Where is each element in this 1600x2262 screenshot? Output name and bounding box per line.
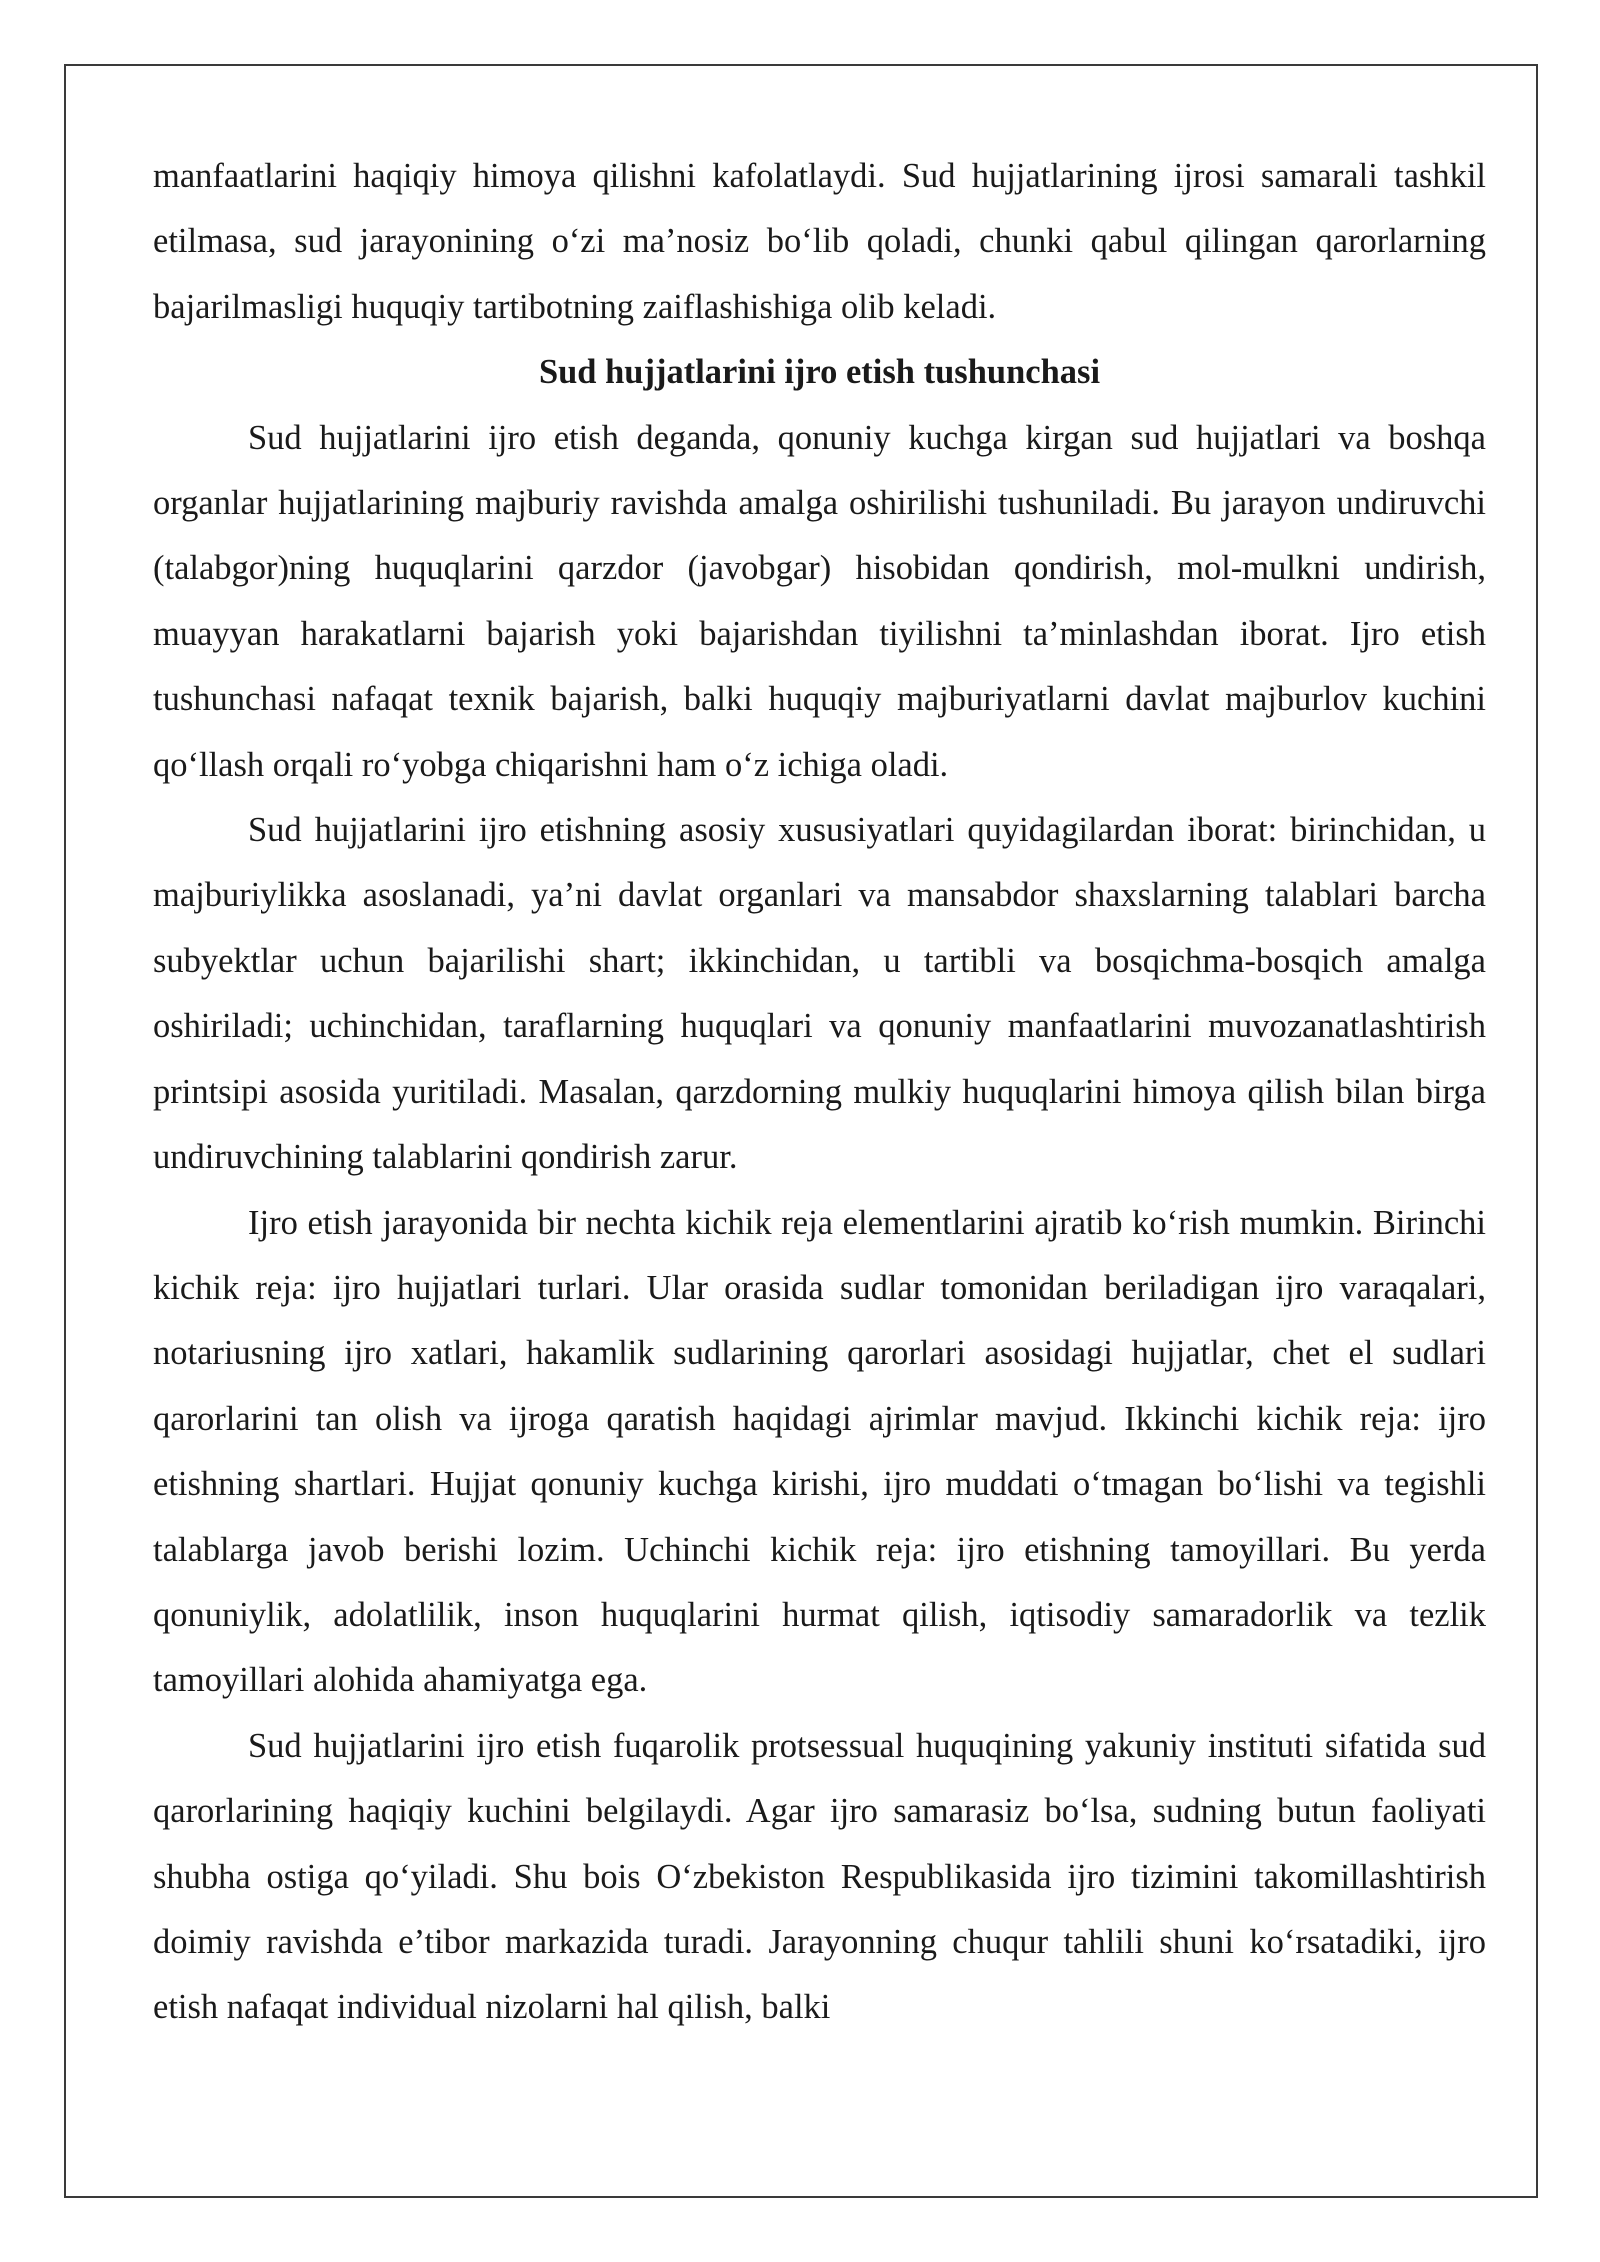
intro-paragraph: manfaatlarini haqiqiy himoya qilishni kafolatlaydi. Sud hujjatlarining ijrosi samarali tashkil etilmasa, sud jarayonining o‘zi ma’nosiz bo‘lib qoladi, chunki qabul qilingan qarorlarning bajarilmasligi huquqiy tartibotning zaiflashishiga olib keladi. [153, 157, 1486, 326]
paragraph-features: Sud hujjatlarini ijro etishning asosiy xususiyatlari quyidagilardan iborat: birinchidan, u majburiylikka asoslanadi, ya’ni davlat organlari va mansabdor shaxslarning talablari barcha subyektlar uchun bajarilishi shart; ikkinchidan, u tartibli va bosqichma-bosqich amalga oshiriladi; uchinchidan, taraflarning huquqlari va qonuniy manfaatlarini muvozanatlashtirish printsipi asosida yuritiladi. Masalan, qarzdorning mulkiy huquqlarini himoya qilish bilan birga undiruvchining talablarini qondirish zarur. [153, 811, 1486, 1177]
section-heading: Sud hujjatlarini ijro etish tushunchasi [538, 353, 1101, 392]
paragraph-conclusion: Sud hujjatlarini ijro etish fuqarolik protsessual huquqining yakuniy instituti sifatida sud qarorlarining haqiqiy kuchini belgilaydi. Agar ijro samarasiz bo‘lsa, sudning butun faoliyati shubha ostiga qo‘yiladi. Shu bois O‘zbekiston Respublikasida ijro tizimini takomillashtirish doimiy ravishda e’tibor markazida turadi. Jarayonning chuqur tahlili shuni ko‘rsatadiki, ijro etish nafaqat individual nizolarni hal qilish, balki [153, 1726, 1486, 2027]
paragraph-definition: Sud hujjatlarini ijro etish deganda, qonuniy kuchga kirgan sud hujjatlari va boshqa organlar hujjatlarining majburiy ravishda amalga oshirilishi tushuniladi. Bu jarayon undiruvchi (talabgor)ning huquqlarini qarzdor (javobgar) hisobidan qondirish, mol-mulkni undirish, muayyan harakatlarni bajarish yoki bajarishdan tiyilishni ta’minlashdan iborat. Ijro etish tushunchasi nafaqat texnik bajarish, balki huquqiy majburiyatlarni davlat majburlov kuchini qo‘llash orqali ro‘yobga chiqarishni ham o‘z ichiga oladi. [153, 418, 1486, 784]
paragraph-sub-plans: Ijro etish jarayonida bir nechta kichik reja elementlarini ajratib ko‘rish mumkin. Birinchi kichik reja: ijro hujjatlari turlari. Ular orasida sudlar tomonidan beriladigan ijro varaqalari, notariusning ijro xatlari, hakamlik sudlarining qarorlari asosidagi hujjatlar, chet el sudlari qarorlarini tan olish va ijroga qaratish haqidagi ajrimlar mavjud. Ikkinchi kichik reja: ijro etishning shartlari. Hujjat qonuniy kuchga kirishi, ijro muddati o‘tmagan bo‘lishi va tegishli talablarga javob berishi lozim. Uchinchi kichik reja: ijro etishning tamoyillari. Bu yerda qonuniylik, adolatlilik, inson huquqlarini hurmat qilish, iqtisodiy samaradorlik va tezlik tamoyillari alohida ahamiyatga ega. [153, 1203, 1486, 1700]
document-body [153, 144, 1486, 2041]
